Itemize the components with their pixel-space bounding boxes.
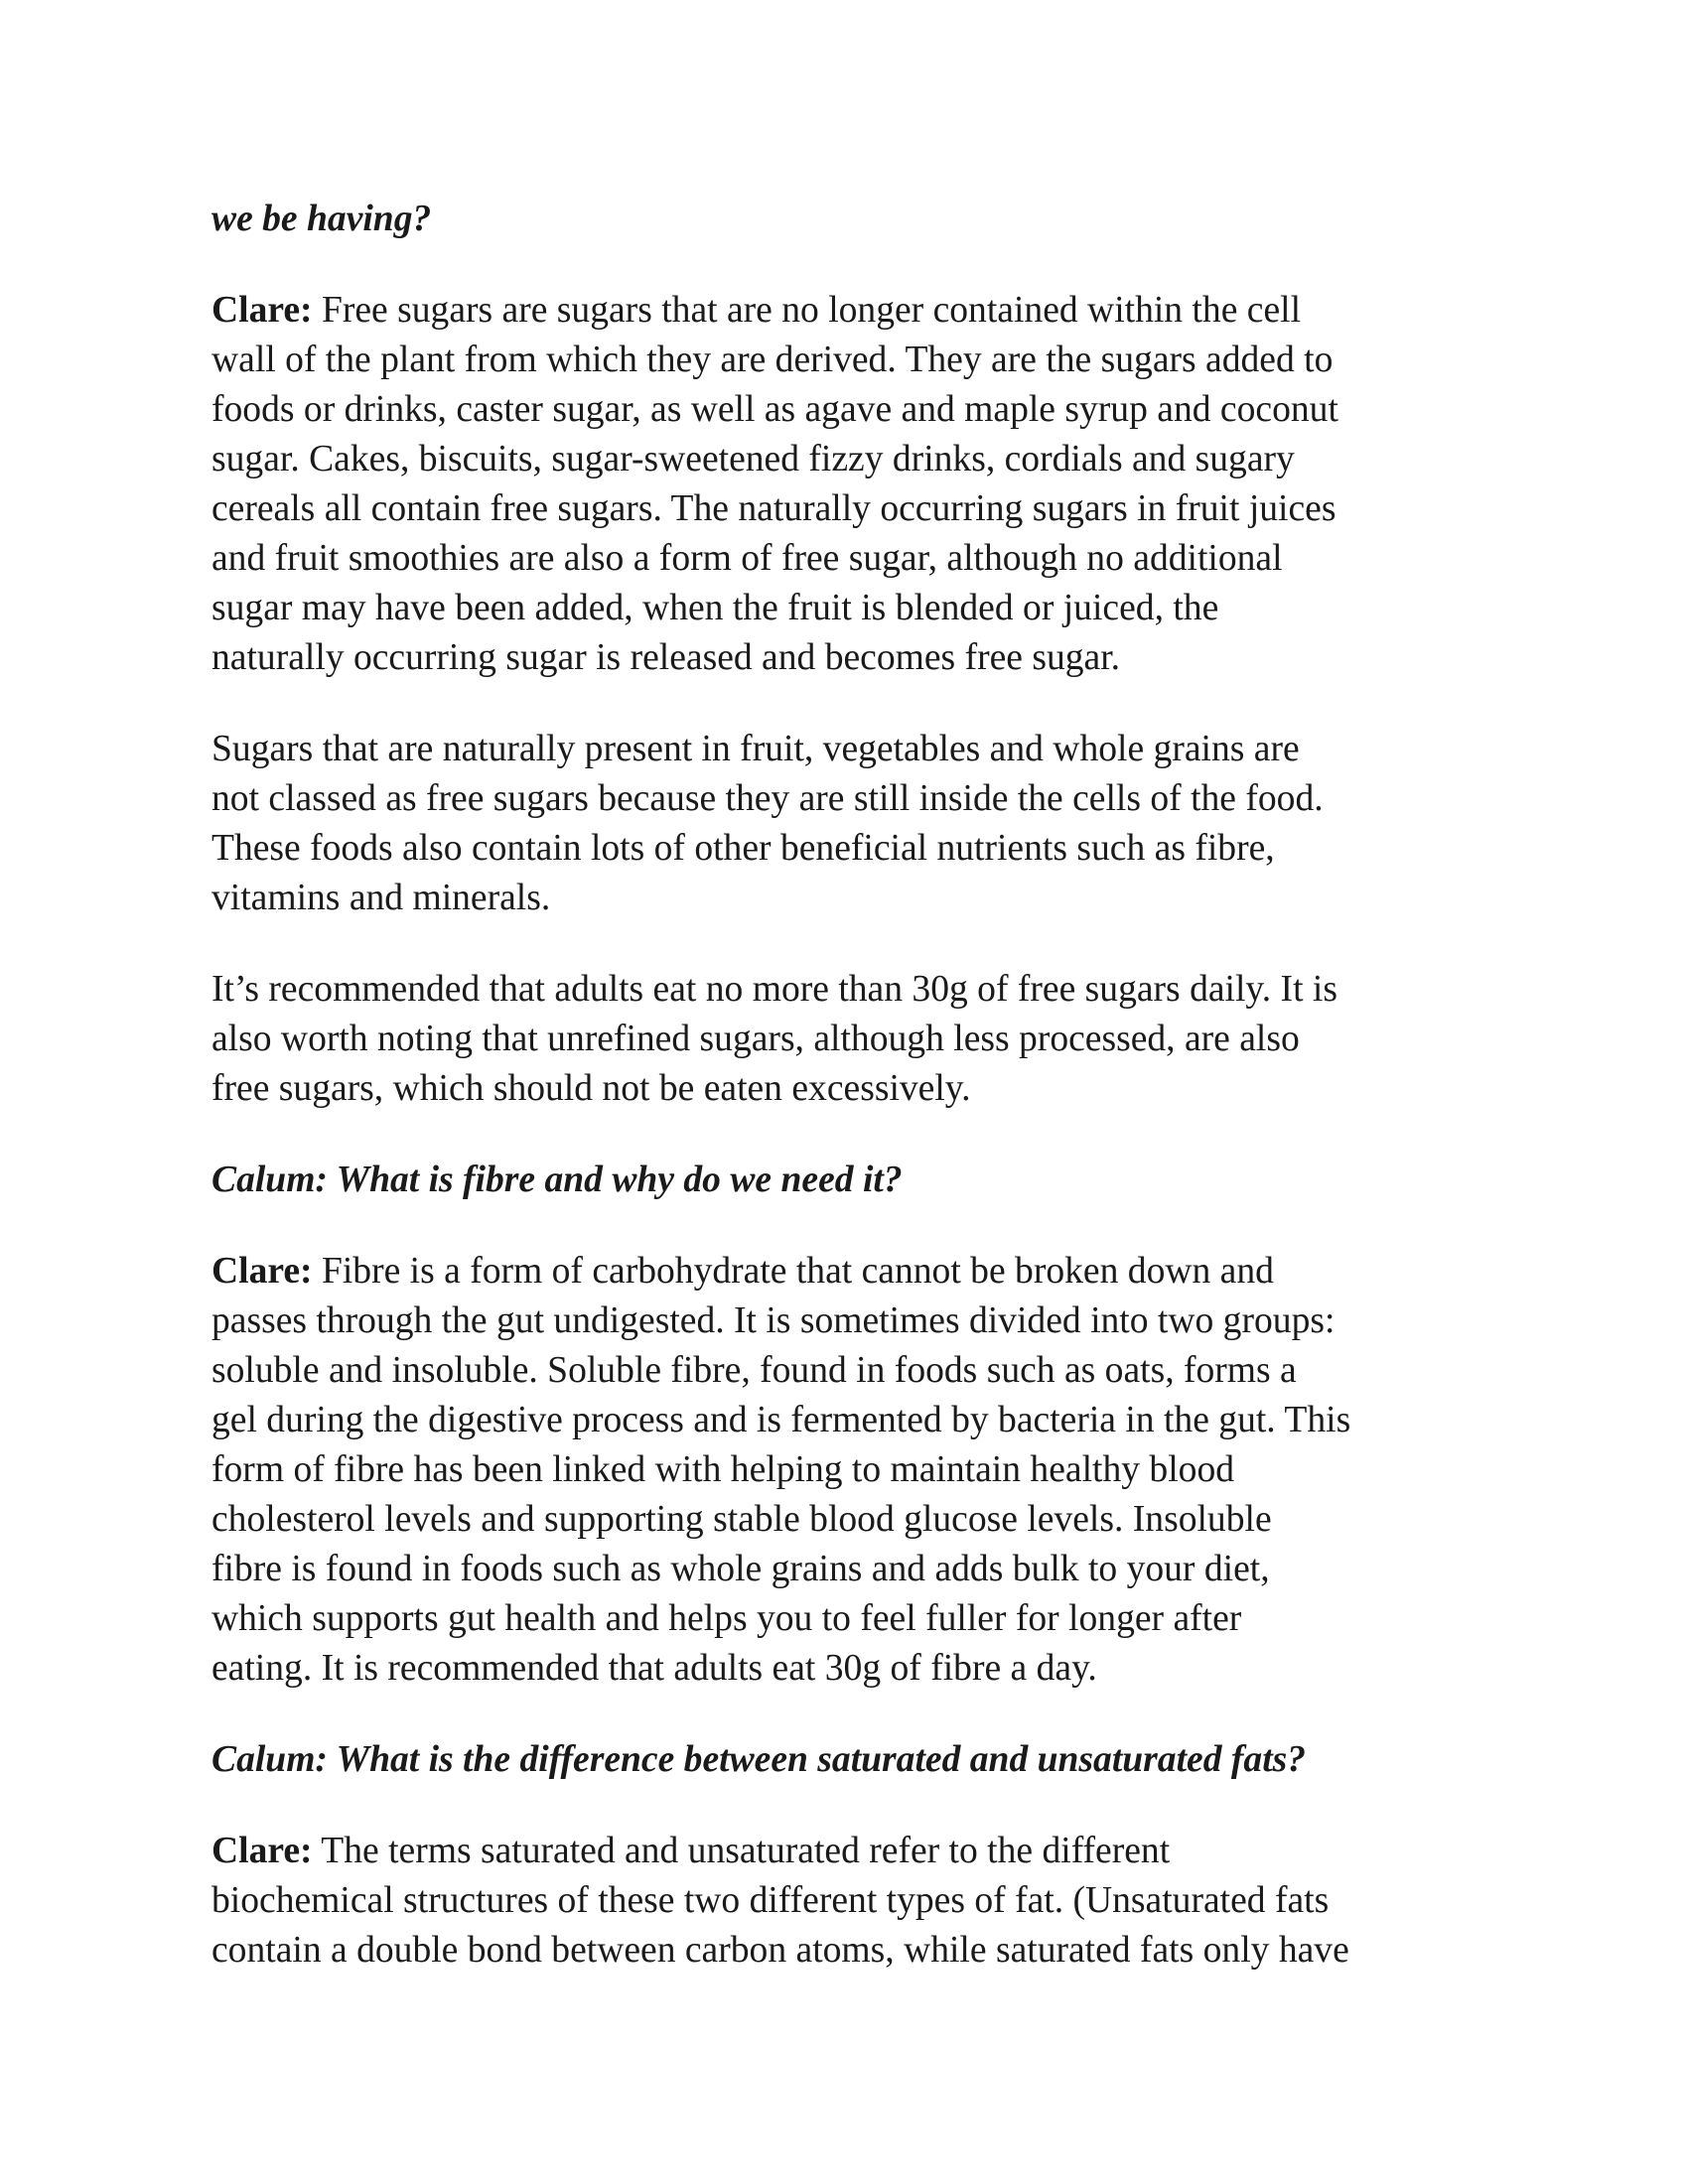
question-heading: Calum: What is fibre and why do we need it? (211, 1160, 903, 1200)
text-line: foods or drinks, caster sugar, as well as agave and maple syrup and coconut (211, 389, 1338, 430)
text-line: The terms saturated and unsaturated refer to the different (312, 1831, 1171, 1871)
speaker-label: Clare: (211, 290, 313, 331)
text-line: cereals all contain free sugars. The naturally occurring sugars in fruit juices (211, 488, 1336, 529)
text-line: which supports gut health and helps you to feel fuller for longer after (211, 1598, 1242, 1639)
text-line: gel during the digestive process and is fermented by bacteria in the gut. This (211, 1400, 1351, 1440)
text-line: also worth noting that unrefined sugars, although less processed, are also (211, 1019, 1300, 1059)
text-line: vitamins and minerals. (211, 878, 551, 918)
text-line: Free sugars are sugars that are no longer contained within the cell (312, 290, 1302, 331)
text-line: form of fibre has been linked with helping to maintain healthy blood (211, 1449, 1235, 1490)
text-line: naturally occurring sugar is released and becomes free sugar. (211, 637, 1121, 678)
answer-paragraph (211, 286, 1502, 683)
text-line: contain a double bond between carbon atoms, while saturated fats only have (211, 1930, 1349, 1971)
text-line: passes through the gut undigested. It is sometimes divided into two groups: (211, 1300, 1336, 1341)
answer-paragraph (211, 1827, 1502, 1976)
text-line: These foods also contain lots of other beneficial nutrients such as fibre, (211, 828, 1275, 869)
text-line: soluble and insoluble. Soluble fibre, found in foods such as oats, forms a (211, 1350, 1297, 1391)
text-line: biochemical structures of these two different types of fat. (Unsaturated fats (211, 1880, 1330, 1921)
text-line: sugar may have been added, when the fruit is blended or juiced, the (211, 588, 1219, 628)
speaker-label: Clare: (211, 1251, 313, 1292)
text-line: fibre is found in foods such as whole grains and adds bulk to your diet, (211, 1549, 1270, 1589)
question-heading: Calum: What is the difference between saturated and unsaturated fats? (211, 1739, 1307, 1780)
text-line: wall of the plant from which they are derived. They are the sugars added to (211, 340, 1334, 380)
text-line: It’s recommended that adults eat no more than 30g of free sugars daily. It is (211, 969, 1337, 1010)
text-line: cholesterol levels and supporting stable blood glucose levels. Insoluble (211, 1499, 1272, 1540)
body-paragraph (211, 965, 1502, 1114)
text-line: Sugars that are naturally present in fruit, vegetables and whole grains are (211, 729, 1300, 769)
text-line: not classed as free sugars because they are still inside the cells of the food. (211, 778, 1324, 819)
speaker-label: Clare: (211, 1831, 313, 1871)
text-line: and fruit smoothies are also a form of free sugar, although no additional (211, 538, 1283, 579)
text-line: sugar. Cakes, biscuits, sugar-sweetened fizzy drinks, cordials and sugary (211, 439, 1295, 479)
document-page (211, 195, 1502, 1976)
answer-paragraph (211, 1247, 1502, 1694)
text-line: Fibre is a form of carbohydrate that cannot be broken down and (312, 1251, 1274, 1292)
body-paragraph (211, 725, 1502, 923)
text-line: eating. It is recommended that adults eat 30g of fibre a day. (211, 1648, 1097, 1689)
question-heading: we be having? (211, 199, 432, 239)
text-line: free sugars, which should not be eaten excessively. (211, 1068, 971, 1109)
